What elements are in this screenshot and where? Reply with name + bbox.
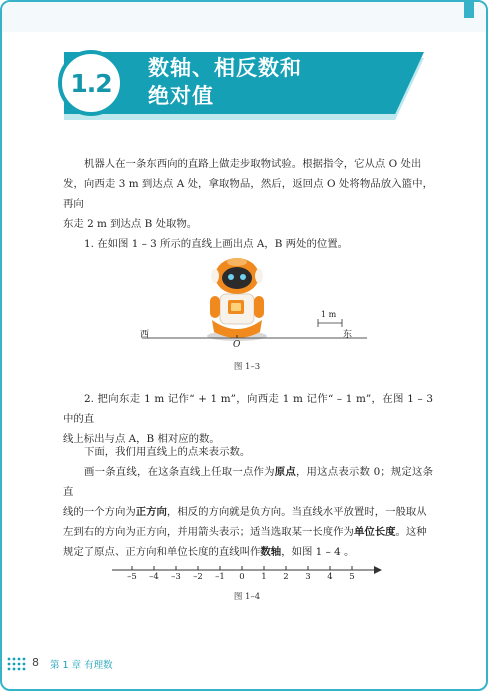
figure-1-3 bbox=[142, 250, 367, 370]
task-2-line: 2. 把向东走 1 m 记作“ + 1 m”，向西走 1 m 记作“ – 1 m”，在图 1 – 3 中的直 bbox=[63, 393, 433, 425]
axis-tick-label: 1 bbox=[261, 572, 267, 582]
axis-tick-label: 4 bbox=[327, 572, 333, 582]
term-positive-direction: 正方向 bbox=[135, 506, 167, 518]
term-unit-length: 单位长度 bbox=[353, 526, 396, 538]
intro-line: 机器人在一条东西向的直路上做走步取物试验。根据指令，它从点 O 处出 bbox=[84, 158, 422, 170]
task-2 bbox=[63, 389, 433, 449]
explanation-line: 左到右的方向为正方向，并用箭头表示；适当选取某一长度作为单位长度。这种 bbox=[63, 526, 427, 538]
top-strip bbox=[2, 2, 486, 32]
figure-1-3-caption: 图 1–3 bbox=[233, 362, 261, 372]
axis-tick-label: 3 bbox=[305, 572, 311, 582]
explanation-line: 线的一个方向为正方向，相反的方向就是负方向。当直线水平放置时，一般取从 bbox=[63, 506, 427, 518]
axis-tick-label: –4 bbox=[149, 572, 159, 582]
chapter-title: 第 1 章 有理数 bbox=[50, 660, 113, 671]
page-footer bbox=[2, 654, 486, 678]
intro-line: 发，向西走 3 m 到达点 A 处，拿取物品，然后，返回点 O 处将物品放入篮中，再向 bbox=[63, 178, 433, 210]
label-east: 东 bbox=[343, 330, 353, 340]
axis-tick-label: 0 bbox=[239, 572, 245, 582]
label-west: 西 bbox=[140, 330, 150, 340]
explanation-intro: 下面，我们用直线上的点来表示数。 bbox=[84, 446, 251, 458]
page-number: 8 bbox=[32, 656, 39, 669]
intro-line: 东走 2 m 到达点 B 处取物。 bbox=[63, 218, 198, 230]
explanation-line: 规定了原点、正方向和单位长度的直线叫作数轴，如图 1 – 4 。 bbox=[63, 546, 355, 558]
section-title-line1: 数轴、相反数和 bbox=[148, 56, 302, 80]
figure-1-4-caption: 图 1–4 bbox=[233, 592, 261, 602]
section-title bbox=[148, 54, 302, 110]
term-number-axis: 数轴 bbox=[260, 546, 282, 558]
task-2-line: 线上标出与点 A，B 相对应的数。 bbox=[63, 433, 220, 445]
dot-grid-icon bbox=[6, 656, 28, 672]
axis-tick-label: –2 bbox=[193, 572, 203, 582]
section-title-line2: 绝对值 bbox=[148, 84, 214, 108]
term-origin: 原点 bbox=[274, 466, 296, 478]
corner-tab bbox=[464, 2, 474, 18]
explanation-line: 画一条直线，在这条直线上任取一点作为原点，用这点表示数 0；规定这条直 bbox=[63, 466, 434, 498]
number-line-explanation bbox=[63, 442, 433, 562]
scale-label: 1 m bbox=[321, 310, 337, 319]
axis-tick-label: 5 bbox=[349, 572, 355, 582]
section-number: 1.2 bbox=[70, 68, 112, 98]
intro-paragraph bbox=[63, 154, 433, 254]
task-1: 1. 在如图 1 – 3 所示的直线上画出点 A，B 两处的位置。 bbox=[84, 238, 349, 250]
axis-tick-labels bbox=[112, 572, 382, 586]
section-number-badge bbox=[58, 50, 124, 116]
axis-tick-label: –3 bbox=[171, 572, 181, 582]
axis-tick-label: 2 bbox=[283, 572, 289, 582]
label-origin: O bbox=[233, 340, 241, 350]
axis-tick-label: –5 bbox=[127, 572, 137, 582]
axis-tick-label: –1 bbox=[215, 572, 225, 582]
